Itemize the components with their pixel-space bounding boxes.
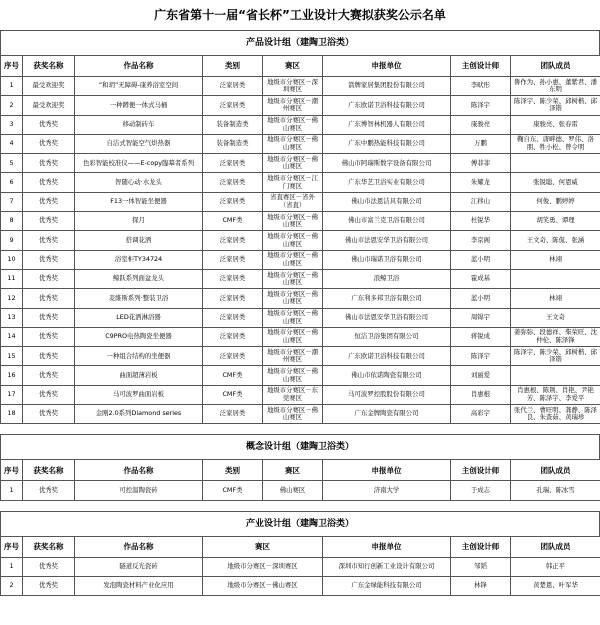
cell-row-index: 14 bbox=[1, 327, 23, 346]
cell-category: 泛家居类 bbox=[203, 269, 263, 288]
cell-team-members: 鞠自东、唐畔德、罗伟、洛朋、牲小松、曾令明 bbox=[511, 134, 600, 153]
cell-team-members: 张锐聪、何恩威 bbox=[511, 173, 600, 192]
cell-row-index: 13 bbox=[1, 308, 23, 327]
cell-award-name: 优秀奖 bbox=[23, 192, 75, 211]
cell-team-members: 胡笑勇、谭理 bbox=[511, 212, 600, 231]
cell-applicant: 恒洁卫浴集团有限公司 bbox=[323, 327, 451, 346]
cell-work-name: 移动制砖车 bbox=[75, 115, 203, 134]
cell-category: 泛家居类 bbox=[203, 327, 263, 346]
column-header-row-index: 序号 bbox=[1, 536, 23, 557]
cell-designer: 于成志 bbox=[451, 481, 511, 500]
cell-category: CMF类 bbox=[203, 212, 263, 231]
cell-applicant: 佛山市法恩洁具有限公司 bbox=[323, 192, 451, 211]
cell-work-name: 鲸跃系列面盆龙头 bbox=[75, 269, 203, 288]
cell-team-members: 陈泽宇、陈少荣、邱树楷、邱泽锴 bbox=[511, 347, 600, 366]
cell-applicant: 广东利多邦卫浴有限公司 bbox=[323, 289, 451, 308]
table-row bbox=[1, 269, 600, 288]
cell-row-index: 10 bbox=[1, 250, 23, 269]
cell-work-name: 色彩智能校准仪——E-copy臨摹者系列 bbox=[75, 154, 203, 173]
cell-award-name: 最受欢迎奖 bbox=[23, 96, 75, 115]
cell-designer: 蓝小明 bbox=[451, 250, 511, 269]
cell-designer: 刘丽爱 bbox=[451, 366, 511, 385]
cell-award-name: 优秀奖 bbox=[23, 289, 75, 308]
cell-applicant: 马可波罗控股股份有限公司 bbox=[323, 385, 451, 404]
column-header-division: 赛区 bbox=[263, 56, 323, 77]
cell-designer: 林锋 bbox=[451, 576, 511, 595]
cell-designer: 杜锐华 bbox=[451, 212, 511, 231]
column-header-work-name: 作品名称 bbox=[75, 536, 203, 557]
cell-applicant: 广东欧诺卫浴科技有限公司 bbox=[323, 347, 451, 366]
cell-applicant: 佛山市瑞诺卫浴有限公司 bbox=[323, 250, 451, 269]
industry-award-table bbox=[0, 536, 600, 597]
cell-award-name: 优秀奖 bbox=[23, 231, 75, 250]
cell-designer: 李京阁 bbox=[451, 231, 511, 250]
table-row bbox=[1, 192, 600, 211]
cell-applicant: 广东华艺卫浴实业有限公司 bbox=[323, 173, 451, 192]
cell-category: 泛家居类 bbox=[203, 96, 263, 115]
cell-award-name: 优秀奖 bbox=[23, 115, 75, 134]
cell-designer: 江移山 bbox=[451, 192, 511, 211]
cell-designer: 李畎彤 bbox=[451, 77, 511, 96]
cell-work-name: 一种组合结构的坐便器 bbox=[75, 347, 203, 366]
column-header-applicant: 申报单位 bbox=[323, 536, 451, 557]
table-row bbox=[1, 347, 600, 366]
cell-work-name: 一种蹲便一体式马桶 bbox=[75, 96, 203, 115]
cell-division: 地级市分赛区－佛山赛区 bbox=[203, 576, 323, 595]
cell-designer: 邹韬 bbox=[451, 557, 511, 576]
table-row bbox=[1, 481, 600, 500]
cell-applicant: 佛山市富兰克卫浴有限公司 bbox=[323, 212, 451, 231]
table-row bbox=[1, 96, 600, 115]
cell-designer: 傅菲菲 bbox=[451, 154, 511, 173]
cell-award-name: 优秀奖 bbox=[23, 154, 75, 173]
cell-award-name: 最受欢迎奖 bbox=[23, 77, 75, 96]
cell-division: 地级市分赛区－佛山赛区 bbox=[263, 308, 323, 327]
cell-row-index: 8 bbox=[1, 212, 23, 231]
cell-award-name: 优秀奖 bbox=[23, 173, 75, 192]
cell-division: 地级市分赛区－潮州赛区 bbox=[263, 96, 323, 115]
table-row bbox=[1, 576, 600, 595]
column-header-work-name: 作品名称 bbox=[75, 460, 203, 481]
cell-division: 地级市分赛区－潮州赛区 bbox=[263, 347, 323, 366]
cell-category: 泛家居类 bbox=[203, 231, 263, 250]
table-row bbox=[1, 385, 600, 404]
cell-applicant: 佛山市依诺陶瓷有限公司 bbox=[323, 366, 451, 385]
cell-work-name: 自洁式智能空气烘热器 bbox=[75, 134, 203, 153]
column-header-designer: 主创设计师 bbox=[451, 56, 511, 77]
cell-category: 泛家居类 bbox=[203, 347, 263, 366]
section-product-heading: 产品设计组（建陶卫浴类） bbox=[0, 30, 600, 55]
cell-applicant: 佛山市法恩安华卫浴有限公司 bbox=[323, 231, 451, 250]
cell-row-index: 2 bbox=[1, 96, 23, 115]
cell-award-name: 优秀奖 bbox=[23, 481, 75, 500]
cell-work-name: “和玥”无障碍-康养浴室空间 bbox=[75, 77, 203, 96]
cell-division: 地级市分赛区－深圳赛区 bbox=[203, 557, 323, 576]
column-header-team-members: 团队成员 bbox=[511, 56, 600, 77]
cell-designer: 陈泽宇 bbox=[451, 347, 511, 366]
cell-team-members: 姜弥弥、段德祥、柴荣旺、沈仲伦、陈泽锋 bbox=[511, 327, 600, 346]
cell-row-index: 15 bbox=[1, 347, 23, 366]
cell-team-members: 陈泽宇、陈少荣、邱树楷、邱泽锴 bbox=[511, 96, 600, 115]
cell-team-members bbox=[511, 269, 600, 288]
column-header-designer: 主创设计师 bbox=[451, 536, 511, 557]
cell-team-members: 王文奇、陈侃、张涵 bbox=[511, 231, 600, 250]
cell-work-name: 发泡陶瓷材料产业化应用 bbox=[75, 576, 203, 595]
column-header-division: 赛区 bbox=[263, 460, 323, 481]
cell-award-name: 优秀奖 bbox=[23, 269, 75, 288]
column-header-award-name: 获奖名称 bbox=[23, 460, 75, 481]
column-header-award-name: 获奖名称 bbox=[23, 56, 75, 77]
cell-category: CMF类 bbox=[203, 385, 263, 404]
cell-category: 泛家居类 bbox=[203, 192, 263, 211]
cell-category: 泛家居类 bbox=[203, 154, 263, 173]
cell-category: 泛家居类 bbox=[203, 289, 263, 308]
cell-designer: 霍成基 bbox=[451, 269, 511, 288]
cell-row-index: 4 bbox=[1, 134, 23, 153]
cell-work-name: 金刚2.0系列Diamond series bbox=[75, 405, 203, 424]
cell-applicant: 广东中鹏热能科技有限公司 bbox=[323, 134, 451, 153]
cell-division: 地级市分赛区－佛山赛区 bbox=[263, 154, 323, 173]
section-industry-heading: 产业设计组（建陶卫浴类） bbox=[0, 511, 600, 536]
cell-work-name: F13一体智能坐便器 bbox=[75, 192, 203, 211]
table-row bbox=[1, 134, 600, 153]
cell-division: 地级市分赛区－佛山赛区 bbox=[263, 250, 323, 269]
cell-division: 地级市分赛区－佛山赛区 bbox=[263, 327, 323, 346]
cell-applicant: 深圳市知行创新工业设计有限公司 bbox=[323, 557, 451, 576]
table-row bbox=[1, 308, 600, 327]
cell-work-name: 探月 bbox=[75, 212, 203, 231]
column-header-award-name: 获奖名称 bbox=[23, 536, 75, 557]
cell-work-name: 浴室柜TY34724 bbox=[75, 250, 203, 269]
table-row bbox=[1, 154, 600, 173]
cell-division: 地级市分赛区－佛山赛区 bbox=[263, 289, 323, 308]
column-header-designer: 主创设计师 bbox=[451, 460, 511, 481]
cell-team-members: 张代兰、曹旺明、龚静、陈泽良、朱查茹、黄瑞珍 bbox=[511, 405, 600, 424]
cell-row-index: 6 bbox=[1, 173, 23, 192]
cell-division: 地级市分赛区－佛山赛区 bbox=[263, 134, 323, 153]
cell-designer: 万鹏 bbox=[451, 134, 511, 153]
cell-division: 地级市分赛区－佛山赛区 bbox=[263, 212, 323, 231]
cell-category: CMF类 bbox=[203, 366, 263, 385]
cell-team-members: 林翊 bbox=[511, 289, 600, 308]
cell-award-name: 优秀奖 bbox=[23, 308, 75, 327]
column-header-applicant: 申报单位 bbox=[323, 56, 451, 77]
cell-applicant: 广东欧诺卫浴科技有限公司 bbox=[323, 96, 451, 115]
cell-row-index: 9 bbox=[1, 231, 23, 250]
cell-division: 地级市分赛区－佛山赛区 bbox=[263, 366, 323, 385]
cell-division: 省直赛区－省外（省直） bbox=[263, 192, 323, 211]
cell-category: 装备制造类 bbox=[203, 115, 263, 134]
cell-award-name: 优秀奖 bbox=[23, 576, 75, 595]
cell-division: 地级市分赛区－佛山赛区 bbox=[263, 231, 323, 250]
table-row bbox=[1, 77, 600, 96]
cell-category: 泛家居类 bbox=[203, 77, 263, 96]
cell-designer: 康骏亮 bbox=[451, 115, 511, 134]
column-header-category: 类别 bbox=[203, 56, 263, 77]
cell-team-members: 肖惠根、陈荆、肖艳、尹艳芳、陈泽宇、李爱平 bbox=[511, 385, 600, 404]
cell-award-name: 优秀奖 bbox=[23, 134, 75, 153]
column-header-row-index: 序号 bbox=[1, 460, 23, 481]
cell-division: 地级市分赛区－佛山赛区 bbox=[263, 115, 323, 134]
table-row bbox=[1, 212, 600, 231]
cell-designer: 周锦宇 bbox=[451, 308, 511, 327]
cell-applicant: 佛山市阿瑞斯数字设备有限公司 bbox=[323, 154, 451, 173]
cell-award-name: 优秀奖 bbox=[23, 212, 75, 231]
table-header-row bbox=[1, 460, 600, 481]
cell-designer: 陈泽宇 bbox=[451, 96, 511, 115]
cell-designer: 高彩宇 bbox=[451, 405, 511, 424]
cell-applicant: 广东金牌陶瓷有限公司 bbox=[323, 405, 451, 424]
column-header-work-name: 作品名称 bbox=[75, 56, 203, 77]
column-header-category: 类别 bbox=[203, 460, 263, 481]
table-row bbox=[1, 250, 600, 269]
table-row bbox=[1, 366, 600, 385]
cell-award-name: 优秀奖 bbox=[23, 327, 75, 346]
product-award-table bbox=[0, 55, 600, 424]
cell-applicant: 箭牌家居集团股份有限公司 bbox=[323, 77, 451, 96]
cell-division: 地级市分赛区－东莞赛区 bbox=[263, 385, 323, 404]
cell-division: 地级市分赛区－深圳赛区 bbox=[263, 77, 323, 96]
cell-division: 地级市分赛区－江门赛区 bbox=[263, 173, 323, 192]
cell-team-members: 何俊、鹏婷婷 bbox=[511, 192, 600, 211]
table-row bbox=[1, 405, 600, 424]
table-row bbox=[1, 115, 600, 134]
cell-award-name: 优秀奖 bbox=[23, 250, 75, 269]
cell-work-name: 搭调花洒 bbox=[75, 231, 203, 250]
cell-team-members bbox=[511, 154, 600, 173]
cell-work-name: 曲面超薄岩板 bbox=[75, 366, 203, 385]
cell-row-index: 17 bbox=[1, 385, 23, 404]
cell-category: CMF类 bbox=[203, 481, 263, 500]
cell-row-index: 18 bbox=[1, 405, 23, 424]
page-title: 广东省第十一届“省长杯”工业设计大赛拟获奖公示名单 bbox=[154, 8, 446, 22]
cell-work-name: 可控温陶瓷砖 bbox=[75, 481, 203, 500]
cell-row-index: 7 bbox=[1, 192, 23, 211]
cell-applicant: 广东博智林机器人有限公司 bbox=[323, 115, 451, 134]
cell-team-members: 孔瑞、陈冰雪 bbox=[511, 481, 600, 500]
column-header-division: 赛区 bbox=[203, 536, 323, 557]
concept-award-table bbox=[0, 459, 600, 500]
cell-division: 地级市分赛区－佛山赛区 bbox=[263, 405, 323, 424]
cell-award-name: 优秀奖 bbox=[23, 405, 75, 424]
cell-work-name: 麦維斯系列·整装卫浴 bbox=[75, 289, 203, 308]
cell-team-members: 王文奇 bbox=[511, 308, 600, 327]
cell-row-index: 1 bbox=[1, 77, 23, 96]
table-row bbox=[1, 231, 600, 250]
cell-award-name: 优秀奖 bbox=[23, 385, 75, 404]
column-header-team-members: 团队成员 bbox=[511, 536, 600, 557]
table-row bbox=[1, 327, 600, 346]
cell-designer: 蓝小明 bbox=[451, 289, 511, 308]
cell-work-name: C9PRO电热陶瓷坐便器 bbox=[75, 327, 203, 346]
cell-work-name: 马可波罗曲面岩板 bbox=[75, 385, 203, 404]
cell-row-index: 3 bbox=[1, 115, 23, 134]
cell-category: 装备制造类 bbox=[203, 134, 263, 153]
column-header-row-index: 序号 bbox=[1, 56, 23, 77]
cell-designer: 蒋锐成 bbox=[451, 327, 511, 346]
cell-row-index: 1 bbox=[1, 481, 23, 500]
table-header-row bbox=[1, 536, 600, 557]
cell-category: 泛家居类 bbox=[203, 250, 263, 269]
table-header-row bbox=[1, 56, 600, 77]
cell-team-members: 鲁作为、孙小惠、董紫君、潘东明 bbox=[511, 77, 600, 96]
column-header-team-members: 团队成员 bbox=[511, 460, 600, 481]
cell-team-members: 康骏亮、张春雷 bbox=[511, 115, 600, 134]
cell-division: 佛山赛区 bbox=[263, 481, 323, 500]
cell-row-index: 2 bbox=[1, 576, 23, 595]
cell-work-name: LED花洒淋浴器 bbox=[75, 308, 203, 327]
column-header-applicant: 申报单位 bbox=[323, 460, 451, 481]
cell-team-members: 黄楚恩、叶军华 bbox=[511, 576, 600, 595]
cell-team-members: 林翊 bbox=[511, 250, 600, 269]
cell-applicant: 浪鲸卫浴 bbox=[323, 269, 451, 288]
cell-team-members: 韩正平 bbox=[511, 557, 600, 576]
cell-row-index: 11 bbox=[1, 269, 23, 288]
cell-designer: 肖惠根 bbox=[451, 385, 511, 404]
section-concept-heading: 概念设计组（建陶卫浴类） bbox=[0, 434, 600, 459]
cell-award-name: 优秀奖 bbox=[23, 557, 75, 576]
cell-award-name: 优秀奖 bbox=[23, 366, 75, 385]
cell-row-index: 16 bbox=[1, 366, 23, 385]
cell-applicant: 济南大学 bbox=[323, 481, 451, 500]
cell-category: 泛家居类 bbox=[203, 405, 263, 424]
cell-applicant: 佛山市法恩安华卫浴有限公司 bbox=[323, 308, 451, 327]
cell-division: 地级市分赛区－佛山赛区 bbox=[263, 269, 323, 288]
table-row bbox=[1, 173, 600, 192]
cell-row-index: 1 bbox=[1, 557, 23, 576]
table-row bbox=[1, 557, 600, 576]
cell-category: 泛家居类 bbox=[203, 308, 263, 327]
cell-row-index: 12 bbox=[1, 289, 23, 308]
cell-row-index: 5 bbox=[1, 154, 23, 173]
table-row bbox=[1, 289, 600, 308]
cell-category: 泛家居类 bbox=[203, 173, 263, 192]
cell-team-members bbox=[511, 366, 600, 385]
cell-applicant: 广东金绿能科技有限公司 bbox=[323, 576, 451, 595]
cell-award-name: 优秀奖 bbox=[23, 347, 75, 366]
cell-work-name: 智随心动·水龙头 bbox=[75, 173, 203, 192]
cell-designer: 朱耀龙 bbox=[451, 173, 511, 192]
cell-work-name: 隧道反光瓷砖 bbox=[75, 557, 203, 576]
